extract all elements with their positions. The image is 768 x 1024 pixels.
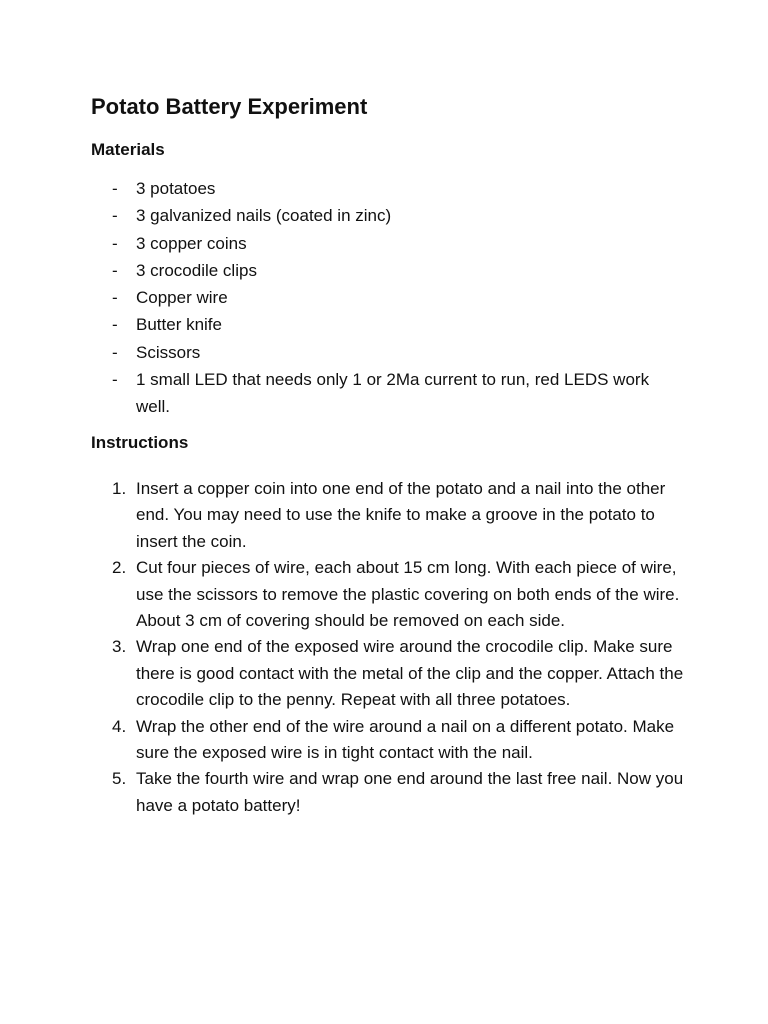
step-text: Cut four pieces of wire, each about 15 cm long. With each piece of wire, use the scissors to remove the plastic covering on both ends of the wire. About 3 cm of covering should be removed on each side. xyxy=(136,558,680,631)
list-bullet: - xyxy=(112,206,118,226)
list-bullet: - xyxy=(112,179,118,198)
list-item xyxy=(0,284,676,311)
list-bullet: - xyxy=(112,315,118,335)
instruction-step xyxy=(0,714,684,767)
instruction-step xyxy=(0,634,684,713)
materials-heading: Materials xyxy=(91,140,165,159)
list-item xyxy=(0,311,676,338)
list-bullet: - xyxy=(112,233,118,253)
step-text: Wrap the other end of the wire around a nail on a different potato. Make sure the exposed wire is in tight contact with the nail. xyxy=(136,716,675,763)
materials-list xyxy=(0,175,768,421)
list-item-text: 3 potatoes xyxy=(136,179,216,198)
list-item xyxy=(0,339,676,366)
list-item xyxy=(0,202,676,229)
list-bullet: - xyxy=(112,342,118,362)
list-item xyxy=(0,366,676,421)
list-item xyxy=(0,230,676,257)
document-title: Potato Battery Experiment xyxy=(91,94,368,119)
list-item xyxy=(0,175,676,202)
step-number: 2. xyxy=(112,558,127,578)
list-item-text: 3 copper coins xyxy=(136,233,247,253)
instruction-step xyxy=(0,476,684,555)
instructions-list xyxy=(0,476,768,819)
instruction-step xyxy=(0,766,684,819)
list-bullet: - xyxy=(112,260,118,280)
list-item-text: 1 small LED that needs only 1 or 2Ma current to run, red LEDS work well. xyxy=(136,370,650,417)
list-item-text: Copper wire xyxy=(136,288,228,308)
list-item-text: Butter knife xyxy=(136,315,222,335)
step-text: Take the fourth wire and wrap one end around the last free nail. Now you have a potato battery! xyxy=(136,769,684,815)
step-text: Insert a copper coin into one end of the potato and a nail into the other end. You may need to use the knife to make a groove in the potato to insert the coin. xyxy=(136,479,666,551)
step-number: 1. xyxy=(112,479,127,498)
step-number: 4. xyxy=(112,716,127,736)
instructions-heading: Instructions xyxy=(91,433,189,452)
instruction-step xyxy=(0,555,684,634)
list-item-text: 3 galvanized nails (coated in zinc) xyxy=(136,206,392,226)
list-bullet: - xyxy=(112,370,118,390)
step-text: Wrap one end of the exposed wire around the crocodile clip. Make sure there is good contact with the metal of the clip and the copper. Attach the crocodile clip to the penny. Repeat with all three potatoes. xyxy=(136,637,684,710)
step-number: 3. xyxy=(112,637,127,657)
list-item xyxy=(0,257,676,284)
list-bullet: - xyxy=(112,288,118,308)
list-item-text: 3 crocodile clips xyxy=(136,260,257,280)
step-number: 5. xyxy=(112,769,127,789)
list-item-text: Scissors xyxy=(136,342,201,362)
